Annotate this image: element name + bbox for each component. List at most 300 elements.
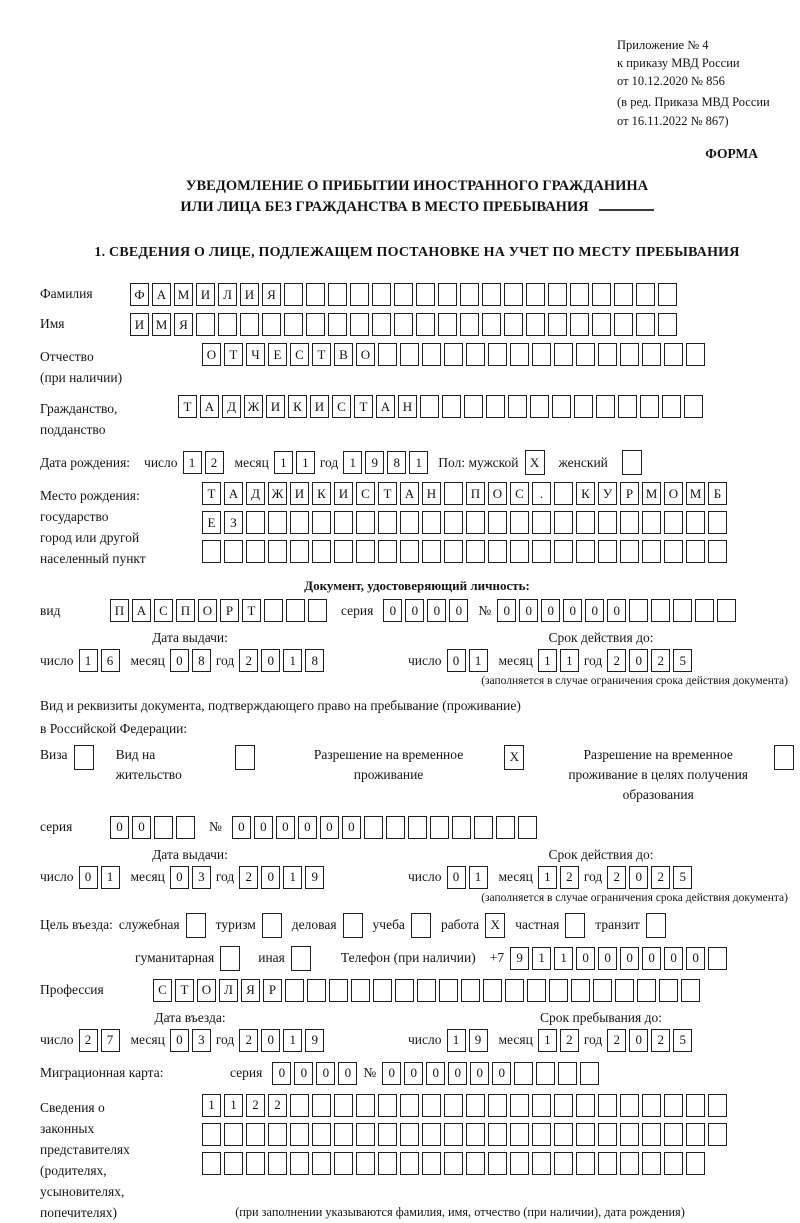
- form-cell[interactable]: [444, 511, 463, 534]
- form-cell[interactable]: Б: [708, 482, 727, 505]
- form-cell[interactable]: [598, 1152, 617, 1175]
- form-cell[interactable]: 5: [673, 649, 692, 672]
- form-cell[interactable]: [576, 511, 595, 534]
- form-cell[interactable]: [329, 979, 348, 1002]
- form-cell[interactable]: [268, 511, 287, 534]
- form-cell[interactable]: [532, 1094, 551, 1117]
- form-cell[interactable]: [620, 343, 639, 366]
- form-cell[interactable]: 1: [538, 649, 557, 672]
- form-cell[interactable]: [686, 1123, 705, 1146]
- form-cell[interactable]: [372, 283, 391, 306]
- form-cell[interactable]: Я: [241, 979, 260, 1002]
- form-cell[interactable]: Е: [268, 343, 287, 366]
- form-cell[interactable]: 1: [538, 866, 557, 889]
- form-cell[interactable]: [488, 1123, 507, 1146]
- form-cell[interactable]: [460, 313, 479, 336]
- form-cell[interactable]: [510, 540, 529, 563]
- form-cell[interactable]: 0: [232, 816, 251, 839]
- form-cell[interactable]: [554, 482, 573, 505]
- form-cell[interactable]: [246, 1152, 265, 1175]
- form-cell[interactable]: Ф: [130, 283, 149, 306]
- form-cell[interactable]: 0: [664, 947, 683, 970]
- form-cell[interactable]: Д: [222, 395, 241, 418]
- form-cell[interactable]: 0: [541, 599, 560, 622]
- form-cell[interactable]: [400, 1094, 419, 1117]
- form-cell[interactable]: Ж: [244, 395, 263, 418]
- form-cell[interactable]: 2: [651, 649, 670, 672]
- form-cell[interactable]: [444, 482, 463, 505]
- form-cell[interactable]: 1: [274, 451, 293, 474]
- form-cell[interactable]: [284, 313, 303, 336]
- form-cell[interactable]: 9: [510, 947, 529, 970]
- form-cell[interactable]: [510, 1094, 529, 1117]
- form-cell[interactable]: [681, 979, 700, 1002]
- form-cell[interactable]: [510, 1123, 529, 1146]
- form-cell[interactable]: А: [152, 283, 171, 306]
- form-cell[interactable]: [620, 1094, 639, 1117]
- form-cell[interactable]: [306, 313, 325, 336]
- form-cell[interactable]: [400, 1152, 419, 1175]
- form-cell[interactable]: [488, 511, 507, 534]
- form-cell[interactable]: [474, 816, 493, 839]
- form-cell[interactable]: К: [288, 395, 307, 418]
- form-cell[interactable]: 3: [192, 1029, 211, 1052]
- form-cell[interactable]: 8: [387, 451, 406, 474]
- form-cell[interactable]: [422, 1094, 441, 1117]
- form-cell[interactable]: [386, 816, 405, 839]
- form-cell[interactable]: Н: [422, 482, 441, 505]
- form-cell[interactable]: [658, 313, 677, 336]
- form-cell[interactable]: [411, 913, 431, 938]
- form-cell[interactable]: 0: [598, 947, 617, 970]
- form-cell[interactable]: [420, 395, 439, 418]
- form-cell[interactable]: [642, 540, 661, 563]
- form-cell[interactable]: [422, 343, 441, 366]
- form-cell[interactable]: [576, 1123, 595, 1146]
- form-cell[interactable]: [290, 1123, 309, 1146]
- form-cell[interactable]: [532, 511, 551, 534]
- form-cell[interactable]: [240, 313, 259, 336]
- form-cell[interactable]: 0: [449, 599, 468, 622]
- form-cell[interactable]: [574, 395, 593, 418]
- form-cell[interactable]: [334, 1152, 353, 1175]
- form-cell[interactable]: [307, 979, 326, 1002]
- form-cell[interactable]: [554, 1094, 573, 1117]
- form-cell[interactable]: [264, 599, 283, 622]
- form-cell[interactable]: [554, 1123, 573, 1146]
- form-cell[interactable]: [312, 540, 331, 563]
- form-cell[interactable]: [532, 343, 551, 366]
- form-cell[interactable]: [444, 1123, 463, 1146]
- form-cell[interactable]: 1: [79, 649, 98, 672]
- form-cell[interactable]: 0: [79, 866, 98, 889]
- form-cell[interactable]: [334, 511, 353, 534]
- form-cell[interactable]: С: [510, 482, 529, 505]
- form-cell[interactable]: 1: [224, 1094, 243, 1117]
- form-cell[interactable]: [518, 816, 537, 839]
- form-cell[interactable]: [642, 1123, 661, 1146]
- form-cell[interactable]: [268, 540, 287, 563]
- form-cell[interactable]: [488, 1152, 507, 1175]
- form-cell[interactable]: [452, 816, 471, 839]
- form-cell[interactable]: 0: [576, 947, 595, 970]
- form-cell[interactable]: П: [176, 599, 195, 622]
- form-cell[interactable]: Е: [202, 511, 221, 534]
- form-cell[interactable]: [532, 1152, 551, 1175]
- form-cell[interactable]: А: [200, 395, 219, 418]
- form-cell[interactable]: [532, 1123, 551, 1146]
- form-cell[interactable]: Л: [219, 979, 238, 1002]
- form-cell[interactable]: [614, 313, 633, 336]
- form-cell[interactable]: [74, 745, 94, 770]
- form-cell[interactable]: [552, 395, 571, 418]
- form-cell[interactable]: Р: [263, 979, 282, 1002]
- form-cell[interactable]: 0: [585, 599, 604, 622]
- form-cell[interactable]: 0: [170, 866, 189, 889]
- form-cell[interactable]: [592, 283, 611, 306]
- form-cell[interactable]: [636, 283, 655, 306]
- form-cell[interactable]: [312, 511, 331, 534]
- form-cell[interactable]: [268, 1123, 287, 1146]
- form-cell[interactable]: [615, 979, 634, 1002]
- form-cell[interactable]: 0: [629, 866, 648, 889]
- form-cell[interactable]: [548, 313, 567, 336]
- form-cell[interactable]: [526, 313, 545, 336]
- form-cell[interactable]: [334, 1094, 353, 1117]
- form-cell[interactable]: 2: [560, 1029, 579, 1052]
- form-cell[interactable]: 1: [469, 866, 488, 889]
- form-cell[interactable]: [642, 343, 661, 366]
- form-cell[interactable]: [350, 313, 369, 336]
- form-cell[interactable]: Ч: [246, 343, 265, 366]
- form-cell[interactable]: [554, 343, 573, 366]
- form-cell[interactable]: [417, 979, 436, 1002]
- form-cell[interactable]: [439, 979, 458, 1002]
- form-cell[interactable]: X: [525, 450, 545, 475]
- form-cell[interactable]: О: [356, 343, 375, 366]
- form-cell[interactable]: А: [400, 482, 419, 505]
- form-cell[interactable]: 0: [261, 649, 280, 672]
- form-cell[interactable]: [514, 1062, 533, 1085]
- form-cell[interactable]: [444, 540, 463, 563]
- form-cell[interactable]: [684, 395, 703, 418]
- form-cell[interactable]: X: [504, 745, 524, 770]
- form-cell[interactable]: [565, 913, 585, 938]
- form-cell[interactable]: [312, 1123, 331, 1146]
- form-cell[interactable]: Р: [620, 482, 639, 505]
- form-cell[interactable]: [686, 343, 705, 366]
- form-cell[interactable]: [422, 511, 441, 534]
- form-cell[interactable]: [351, 979, 370, 1002]
- form-cell[interactable]: 0: [272, 1062, 291, 1085]
- form-cell[interactable]: 2: [607, 1029, 626, 1052]
- form-cell[interactable]: 0: [110, 816, 129, 839]
- form-cell[interactable]: [510, 1152, 529, 1175]
- form-cell[interactable]: [218, 313, 237, 336]
- form-cell[interactable]: 0: [261, 866, 280, 889]
- form-cell[interactable]: 0: [519, 599, 538, 622]
- form-cell[interactable]: 0: [642, 947, 661, 970]
- form-cell[interactable]: 0: [382, 1062, 401, 1085]
- form-cell[interactable]: С: [153, 979, 172, 1002]
- form-cell[interactable]: 0: [629, 1029, 648, 1052]
- form-cell[interactable]: [708, 540, 727, 563]
- form-cell[interactable]: 0: [316, 1062, 335, 1085]
- form-cell[interactable]: [570, 283, 589, 306]
- form-cell[interactable]: [416, 283, 435, 306]
- form-cell[interactable]: [343, 913, 363, 938]
- form-cell[interactable]: [488, 343, 507, 366]
- form-cell[interactable]: 0: [447, 866, 466, 889]
- form-cell[interactable]: [356, 540, 375, 563]
- form-cell[interactable]: [290, 1152, 309, 1175]
- form-cell[interactable]: [618, 395, 637, 418]
- form-cell[interactable]: [378, 540, 397, 563]
- form-cell[interactable]: X: [485, 913, 505, 938]
- form-cell[interactable]: [444, 1152, 463, 1175]
- form-cell[interactable]: 2: [239, 649, 258, 672]
- form-cell[interactable]: [554, 1152, 573, 1175]
- form-cell[interactable]: О: [488, 482, 507, 505]
- form-cell[interactable]: И: [334, 482, 353, 505]
- form-cell[interactable]: З: [224, 511, 243, 534]
- form-cell[interactable]: 1: [202, 1094, 221, 1117]
- form-cell[interactable]: [708, 1094, 727, 1117]
- form-cell[interactable]: [548, 283, 567, 306]
- form-cell[interactable]: [378, 1152, 397, 1175]
- form-cell[interactable]: [461, 979, 480, 1002]
- form-cell[interactable]: [202, 1123, 221, 1146]
- form-cell[interactable]: [505, 979, 524, 1002]
- form-cell[interactable]: [290, 1094, 309, 1117]
- form-cell[interactable]: [262, 913, 282, 938]
- form-cell[interactable]: 0: [170, 649, 189, 672]
- form-cell[interactable]: [640, 395, 659, 418]
- form-cell[interactable]: 9: [305, 1029, 324, 1052]
- form-cell[interactable]: [664, 540, 683, 563]
- form-cell[interactable]: К: [312, 482, 331, 505]
- form-cell[interactable]: [350, 283, 369, 306]
- form-cell[interactable]: [642, 1094, 661, 1117]
- form-cell[interactable]: [496, 816, 515, 839]
- form-cell[interactable]: [422, 1123, 441, 1146]
- form-cell[interactable]: [708, 511, 727, 534]
- form-cell[interactable]: [356, 1152, 375, 1175]
- form-cell[interactable]: [416, 313, 435, 336]
- form-cell[interactable]: [576, 343, 595, 366]
- form-cell[interactable]: [510, 511, 529, 534]
- form-cell[interactable]: 0: [254, 816, 273, 839]
- form-cell[interactable]: [554, 540, 573, 563]
- form-cell[interactable]: [466, 511, 485, 534]
- form-cell[interactable]: 2: [239, 866, 258, 889]
- form-cell[interactable]: [642, 511, 661, 534]
- form-cell[interactable]: 8: [305, 649, 324, 672]
- form-cell[interactable]: [422, 1152, 441, 1175]
- form-cell[interactable]: [483, 979, 502, 1002]
- form-cell[interactable]: 2: [560, 866, 579, 889]
- form-cell[interactable]: 9: [469, 1029, 488, 1052]
- form-cell[interactable]: [774, 745, 794, 770]
- form-cell[interactable]: [400, 511, 419, 534]
- form-cell[interactable]: [224, 1123, 243, 1146]
- form-cell[interactable]: И: [196, 283, 215, 306]
- form-cell[interactable]: [364, 816, 383, 839]
- form-cell[interactable]: 0: [383, 599, 402, 622]
- form-cell[interactable]: [372, 313, 391, 336]
- form-cell[interactable]: О: [197, 979, 216, 1002]
- form-cell[interactable]: [373, 979, 392, 1002]
- form-cell[interactable]: Я: [262, 283, 281, 306]
- form-cell[interactable]: [554, 511, 573, 534]
- form-cell[interactable]: [530, 395, 549, 418]
- form-cell[interactable]: 0: [170, 1029, 189, 1052]
- form-cell[interactable]: [664, 1094, 683, 1117]
- form-cell[interactable]: Т: [242, 599, 261, 622]
- form-cell[interactable]: [576, 540, 595, 563]
- form-cell[interactable]: [708, 947, 727, 970]
- form-cell[interactable]: [356, 1094, 375, 1117]
- form-cell[interactable]: [508, 395, 527, 418]
- form-cell[interactable]: С: [332, 395, 351, 418]
- form-cell[interactable]: [224, 1152, 243, 1175]
- form-cell[interactable]: 2: [651, 866, 670, 889]
- form-cell[interactable]: М: [174, 283, 193, 306]
- form-cell[interactable]: 0: [132, 816, 151, 839]
- form-cell[interactable]: [504, 313, 523, 336]
- form-cell[interactable]: [334, 540, 353, 563]
- form-cell[interactable]: [686, 1094, 705, 1117]
- form-cell[interactable]: Д: [246, 482, 265, 505]
- form-cell[interactable]: [620, 1152, 639, 1175]
- form-cell[interactable]: [642, 1152, 661, 1175]
- form-cell[interactable]: 0: [404, 1062, 423, 1085]
- form-cell[interactable]: [664, 511, 683, 534]
- form-cell[interactable]: 1: [560, 649, 579, 672]
- form-cell[interactable]: 1: [101, 866, 120, 889]
- form-cell[interactable]: [176, 816, 195, 839]
- form-cell[interactable]: [526, 283, 545, 306]
- form-cell[interactable]: [202, 540, 221, 563]
- form-cell[interactable]: Т: [224, 343, 243, 366]
- form-cell[interactable]: [527, 979, 546, 1002]
- form-cell[interactable]: 0: [497, 599, 516, 622]
- form-cell[interactable]: 2: [651, 1029, 670, 1052]
- form-cell[interactable]: [438, 313, 457, 336]
- form-cell[interactable]: [460, 283, 479, 306]
- form-cell[interactable]: [154, 816, 173, 839]
- form-cell[interactable]: С: [290, 343, 309, 366]
- form-cell[interactable]: [285, 979, 304, 1002]
- form-cell[interactable]: [636, 313, 655, 336]
- form-cell[interactable]: [422, 540, 441, 563]
- form-cell[interactable]: [284, 283, 303, 306]
- form-cell[interactable]: О: [202, 343, 221, 366]
- form-cell[interactable]: А: [224, 482, 243, 505]
- form-cell[interactable]: [466, 1123, 485, 1146]
- form-cell[interactable]: [356, 511, 375, 534]
- form-cell[interactable]: [378, 1123, 397, 1146]
- form-cell[interactable]: 0: [686, 947, 705, 970]
- form-cell[interactable]: [334, 1123, 353, 1146]
- form-cell[interactable]: [246, 511, 265, 534]
- form-cell[interactable]: [510, 343, 529, 366]
- form-cell[interactable]: [202, 1152, 221, 1175]
- form-cell[interactable]: [598, 343, 617, 366]
- form-cell[interactable]: [438, 283, 457, 306]
- form-cell[interactable]: О: [198, 599, 217, 622]
- form-cell[interactable]: М: [686, 482, 705, 505]
- form-cell[interactable]: 1: [409, 451, 428, 474]
- form-cell[interactable]: [658, 283, 677, 306]
- form-cell[interactable]: 9: [365, 451, 384, 474]
- form-cell[interactable]: [328, 283, 347, 306]
- form-cell[interactable]: [220, 946, 240, 971]
- form-cell[interactable]: И: [310, 395, 329, 418]
- form-cell[interactable]: И: [130, 313, 149, 336]
- form-cell[interactable]: [444, 343, 463, 366]
- form-cell[interactable]: И: [266, 395, 285, 418]
- form-cell[interactable]: 5: [673, 866, 692, 889]
- form-cell[interactable]: Т: [202, 482, 221, 505]
- form-cell[interactable]: .: [532, 482, 551, 505]
- form-cell[interactable]: И: [290, 482, 309, 505]
- form-cell[interactable]: [224, 540, 243, 563]
- form-cell[interactable]: [466, 540, 485, 563]
- form-cell[interactable]: [268, 1152, 287, 1175]
- form-cell[interactable]: [356, 1123, 375, 1146]
- form-cell[interactable]: [394, 283, 413, 306]
- form-cell[interactable]: У: [598, 482, 617, 505]
- form-cell[interactable]: [486, 395, 505, 418]
- form-cell[interactable]: Т: [354, 395, 373, 418]
- form-cell[interactable]: 9: [305, 866, 324, 889]
- form-cell[interactable]: [629, 599, 648, 622]
- form-cell[interactable]: 1: [469, 649, 488, 672]
- form-cell[interactable]: [576, 1152, 595, 1175]
- form-cell[interactable]: А: [132, 599, 151, 622]
- form-cell[interactable]: Ж: [268, 482, 287, 505]
- form-cell[interactable]: [504, 283, 523, 306]
- form-cell[interactable]: [464, 395, 483, 418]
- form-cell[interactable]: 0: [261, 1029, 280, 1052]
- form-cell[interactable]: [395, 979, 414, 1002]
- form-cell[interactable]: 8: [192, 649, 211, 672]
- form-cell[interactable]: [442, 395, 461, 418]
- form-cell[interactable]: А: [376, 395, 395, 418]
- form-cell[interactable]: 0: [629, 649, 648, 672]
- form-cell[interactable]: [570, 313, 589, 336]
- form-cell[interactable]: [262, 313, 281, 336]
- form-cell[interactable]: 7: [101, 1029, 120, 1052]
- form-cell[interactable]: [308, 599, 327, 622]
- form-cell[interactable]: Т: [378, 482, 397, 505]
- form-cell[interactable]: [686, 511, 705, 534]
- form-cell[interactable]: 2: [607, 866, 626, 889]
- form-cell[interactable]: 0: [607, 599, 626, 622]
- form-cell[interactable]: 1: [447, 1029, 466, 1052]
- form-cell[interactable]: [664, 1152, 683, 1175]
- form-cell[interactable]: 0: [448, 1062, 467, 1085]
- form-cell[interactable]: 1: [283, 866, 302, 889]
- form-cell[interactable]: [400, 1123, 419, 1146]
- form-cell[interactable]: [482, 283, 501, 306]
- form-cell[interactable]: [290, 511, 309, 534]
- form-cell[interactable]: [291, 946, 311, 971]
- form-cell[interactable]: Л: [218, 283, 237, 306]
- form-cell[interactable]: [620, 540, 639, 563]
- form-cell[interactable]: 0: [470, 1062, 489, 1085]
